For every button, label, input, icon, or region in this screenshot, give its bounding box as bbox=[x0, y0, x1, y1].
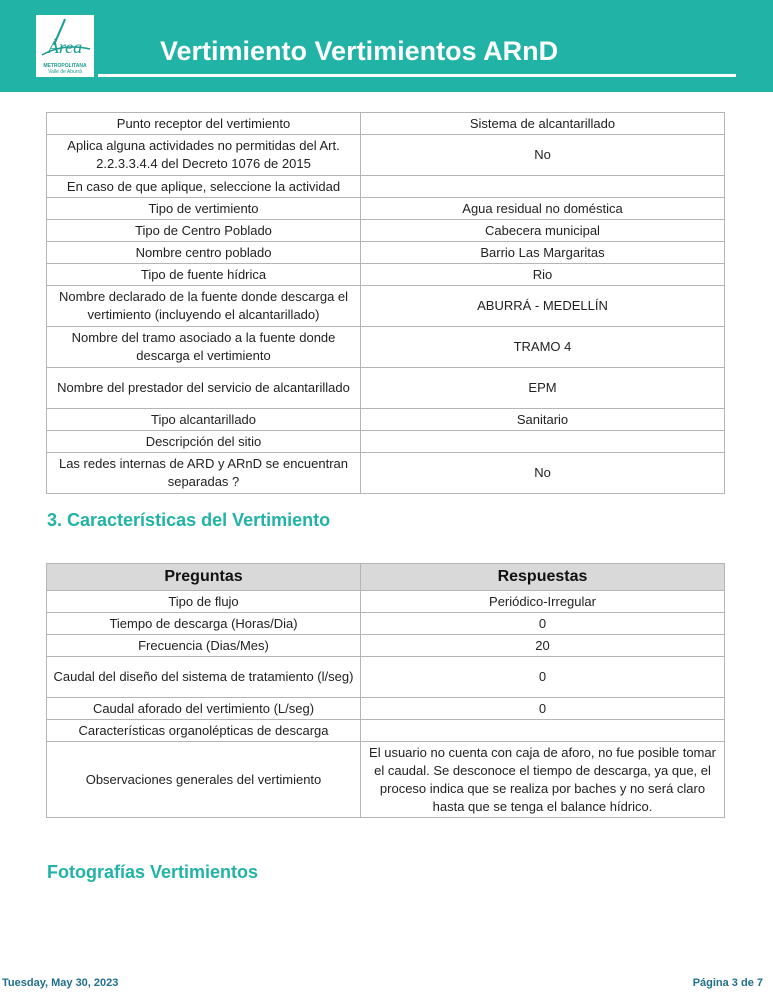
row-value: Rio bbox=[361, 264, 725, 286]
table-row bbox=[47, 409, 725, 431]
row-value: 0 bbox=[361, 657, 725, 698]
column-header-questions: Preguntas bbox=[47, 564, 361, 591]
photos-section-title: Fotografías Vertimientos bbox=[47, 862, 259, 882]
row-value: Barrio Las Margaritas bbox=[361, 242, 725, 264]
row-label: Tipo de Centro Poblado bbox=[47, 220, 361, 242]
table-row bbox=[47, 198, 725, 220]
logo-line-2: Valle de Aburrá bbox=[48, 69, 82, 75]
table-row bbox=[47, 635, 725, 657]
row-value: EPM bbox=[361, 368, 725, 409]
row-label: Nombre centro poblado bbox=[47, 242, 361, 264]
table-row bbox=[47, 135, 725, 176]
table-row bbox=[47, 220, 725, 242]
row-label: Características organolépticas de descarga bbox=[47, 720, 361, 742]
row-value: Sistema de alcantarillado bbox=[361, 113, 725, 135]
area-metropolitana-logo bbox=[36, 15, 94, 77]
table-row bbox=[47, 657, 725, 698]
row-value bbox=[361, 176, 725, 198]
section-3-title: 3. Características del Vertimiento bbox=[47, 510, 331, 530]
table-row bbox=[47, 453, 725, 494]
row-label: Caudal del diseño del sistema de tratamiento (l/seg) bbox=[47, 657, 361, 698]
table-row bbox=[47, 698, 725, 720]
row-label: Tipo de vertimiento bbox=[47, 198, 361, 220]
discharge-details-table bbox=[46, 112, 725, 494]
row-label: Nombre del prestador del servicio de alcantarillado bbox=[47, 368, 361, 409]
footer-page-number: Página 3 de 7 bbox=[692, 977, 763, 989]
row-value: 20 bbox=[361, 635, 725, 657]
row-label: Nombre del tramo asociado a la fuente donde descarga el vertimiento bbox=[47, 327, 361, 368]
logo-line-1: METROPOLITANA bbox=[43, 63, 87, 69]
table-row bbox=[47, 176, 725, 198]
row-label: Tiempo de descarga (Horas/Dia) bbox=[47, 613, 361, 635]
column-header-answers: Respuestas bbox=[361, 564, 725, 591]
discharge-characteristics-table bbox=[46, 563, 725, 818]
row-label: Aplica alguna actividades no permitidas del Art. 2.2.3.3.4.4 del Decreto 1076 de 2015 bbox=[47, 135, 361, 176]
row-label: Tipo alcantarillado bbox=[47, 409, 361, 431]
table-row bbox=[47, 264, 725, 286]
table-row bbox=[47, 591, 725, 613]
table-row bbox=[47, 327, 725, 368]
row-label: Caudal aforado del vertimiento (L/seg) bbox=[47, 698, 361, 720]
row-value: ABURRÁ - MEDELLÍN bbox=[361, 286, 725, 327]
row-value: No bbox=[361, 453, 725, 494]
table-row bbox=[47, 742, 725, 818]
row-value: 0 bbox=[361, 698, 725, 720]
row-value: El usuario no cuenta con caja de aforo, no fue posible tomar el caudal. Se desconoce el tiempo de descarga, ya que, el proceso indica que se realiza por baches y no será claro hasta que se tenga el balance hídrico. bbox=[361, 742, 725, 818]
row-label: En caso de que aplique, seleccione la actividad bbox=[47, 176, 361, 198]
table-row bbox=[47, 242, 725, 264]
row-value: Agua residual no doméstica bbox=[361, 198, 725, 220]
row-value: TRAMO 4 bbox=[361, 327, 725, 368]
logo-word: Área bbox=[47, 37, 83, 57]
table-row bbox=[47, 368, 725, 409]
table-row bbox=[47, 113, 725, 135]
logo-mark-icon bbox=[36, 15, 94, 63]
row-label: Las redes internas de ARD y ARnD se encuentran separadas ? bbox=[47, 453, 361, 494]
page-title: Vertimiento Vertimientos ARnD bbox=[160, 36, 559, 66]
row-label: Punto receptor del vertimiento bbox=[47, 113, 361, 135]
row-label: Frecuencia (Dias/Mes) bbox=[47, 635, 361, 657]
table-row bbox=[47, 613, 725, 635]
row-label: Tipo de fuente hídrica bbox=[47, 264, 361, 286]
row-value: Periódico-Irregular bbox=[361, 591, 725, 613]
table-row bbox=[47, 431, 725, 453]
table-row bbox=[47, 720, 725, 742]
row-label: Tipo de flujo bbox=[47, 591, 361, 613]
row-value: No bbox=[361, 135, 725, 176]
table-header-row bbox=[47, 564, 725, 591]
row-value: Sanitario bbox=[361, 409, 725, 431]
row-label: Nombre declarado de la fuente donde descarga el vertimiento (incluyendo el alcantarillado) bbox=[47, 286, 361, 327]
page-header bbox=[0, 0, 773, 92]
footer-date: Tuesday, May 30, 2023 bbox=[2, 977, 119, 989]
header-divider bbox=[98, 74, 736, 77]
row-value bbox=[361, 431, 725, 453]
row-value: 0 bbox=[361, 613, 725, 635]
row-value bbox=[361, 720, 725, 742]
row-value: Cabecera municipal bbox=[361, 220, 725, 242]
row-label: Descripción del sitio bbox=[47, 431, 361, 453]
row-label: Observaciones generales del vertimiento bbox=[47, 742, 361, 818]
table-row bbox=[47, 286, 725, 327]
